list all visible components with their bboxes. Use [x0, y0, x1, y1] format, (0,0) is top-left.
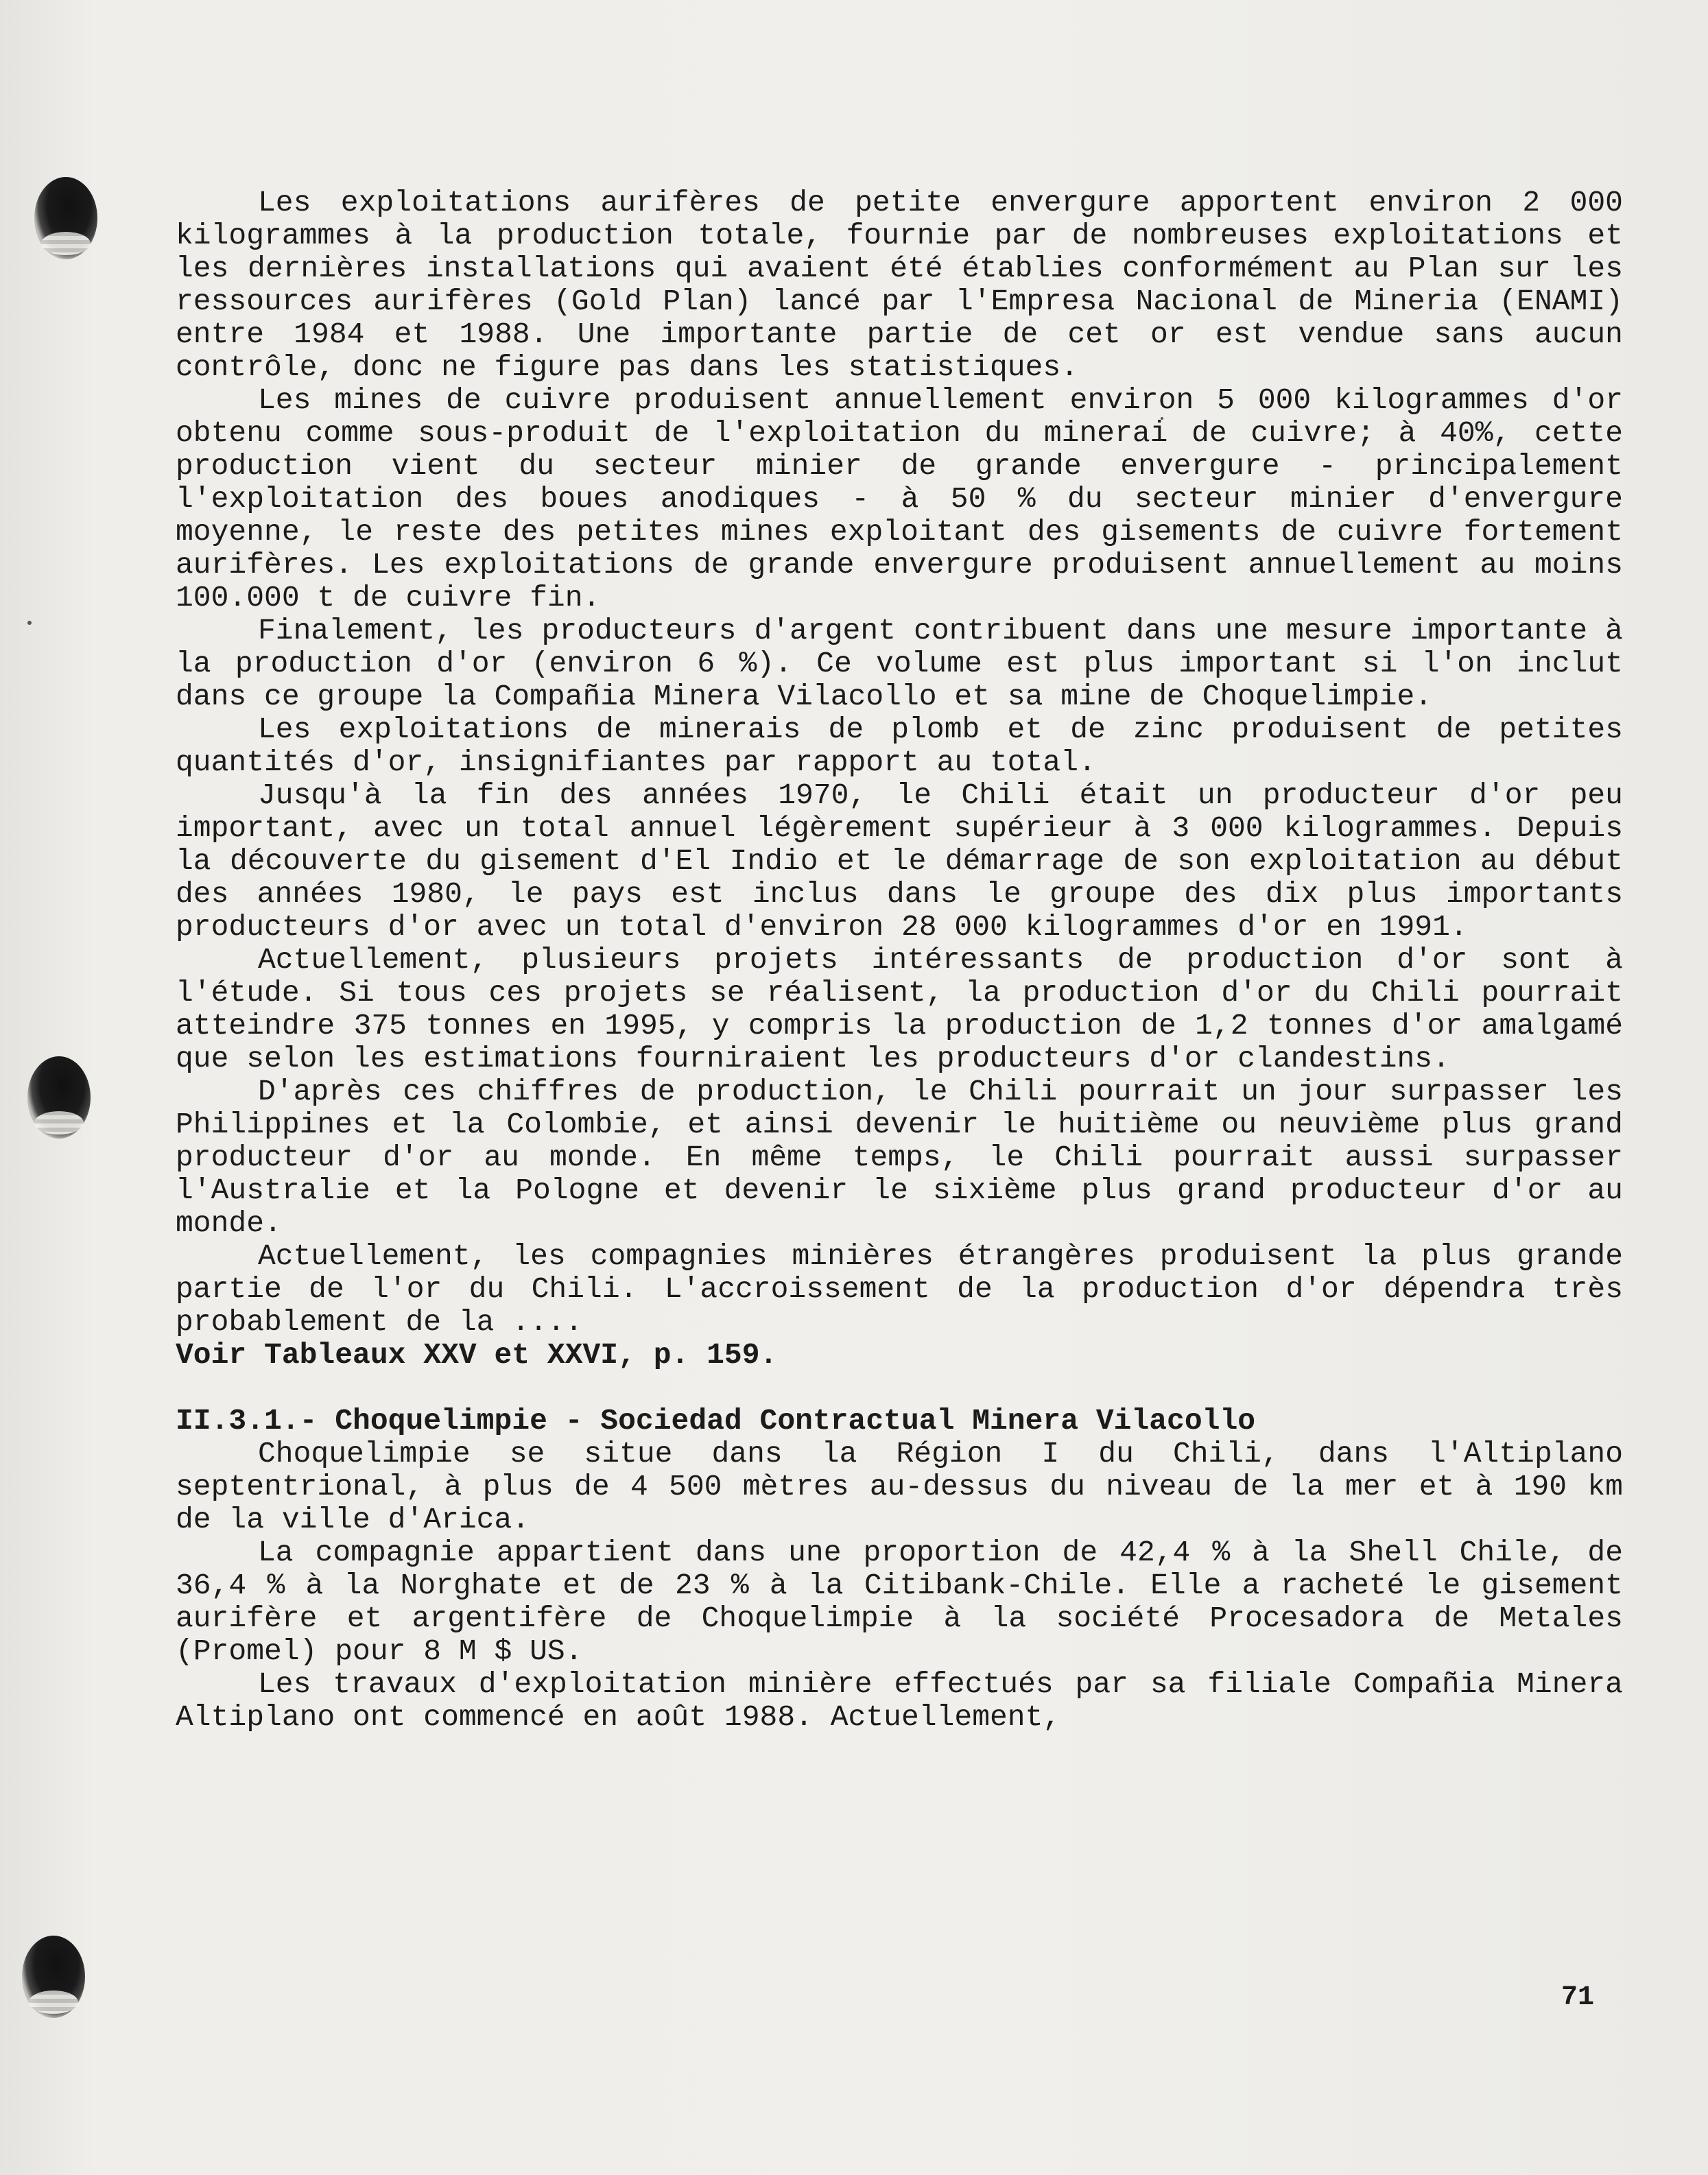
scan-speck — [27, 621, 32, 625]
paragraph: Actuellement, les compagnies minières étrangères produisent la plus grande partie de l'or du Chili. L'accroissement de la production d'or dépendra très probablement de la .... — [176, 1239, 1623, 1339]
paragraph: Actuellement, plusieurs projets intéressants de production d'or sont à l'étude. Si tous ces projets se réalisent, la production d'or du Chili pourrait atteindre 375 tonnes en 1995, y compris la production de 1,2 tonnes d'or amalgamé que selon les estimations fourniraient les producteurs d'or clandestins. — [176, 943, 1623, 1075]
paragraph: D'après ces chiffres de production, le Chili pourrait un jour surpasser les Philippines et la Colombie, et ainsi devenir le huitième ou neuvième plus grand producteur d'or au monde. En même temps, le Chili pourrait aussi surpasser l'Australie et la Pologne et devenir le sixième plus grand producteur d'or au monde. — [176, 1075, 1623, 1240]
paragraph: Les exploitations de minerais de plomb et de zinc produisent de petites quantités d'or, insignifiantes par rapport au total. — [176, 713, 1623, 779]
paragraph: Choquelimpie se situe dans la Région I du Chili, dans l'Altiplano septentrional, à plus de 4 500 mètres au-dessus du niveau de la mer et à 190 km de la ville d'Arica. — [176, 1437, 1623, 1536]
paragraph: Les exploitations aurifères de petite envergure apportent environ 2 000 kilogrammes à la production totale, fournie par de nombreuses exploitations et les dernières installations qui avaient été établies conformément au Plan sur les ressources aurifères (Gold Plan) lancé par l'Empresa Nacional de Mineria (ENAMI) entre 1984 et 1988. Une importante partie de cet or est vendue sans aucun contrôle, donc ne figure pas dans les statistiques. — [176, 186, 1623, 384]
section-heading: II.3.1.- Choquelimpie - Sociedad Contractual Minera Vilacollo — [176, 1404, 1256, 1438]
paragraph: La compagnie appartient dans une proportion de 42,4 % à la Shell Chile, de 36,4 % à la Norghate et de 23 % à la Citibank-Chile. Elle a racheté le gisement aurifère et argentifère de Choquelimpie à la société Procesadora de Metales (Promel) pour 8 M $ US. — [176, 1536, 1623, 1668]
paragraph: Les travaux d'exploitation minière effectués par sa filiale Compañia Minera Altiplano ont commencé en août 1988. Actuellement, — [176, 1667, 1623, 1734]
page-number: 71 — [1561, 1982, 1595, 2013]
binder-hole-bottom — [22, 1936, 85, 2018]
paragraph: Les mines de cuivre produisent annuellement environ 5 000 kilogrammes d'or obtenu comme sous-produit de l'exploitation du minerai de cuivre; à 40%, cette production vient du secteur minier de grande envergure - principalement l'exploitation des boues anodiques - à 50 % du secteur minier d'envergure moyenne, le reste des petites mines exploitant des gisements de cuivre fortement aurifères. Les exploitations de grande envergure produisent annuellement au moins 100.000 t de cuivre fin. — [176, 383, 1623, 615]
paragraph: Jusqu'à la fin des années 1970, le Chili était un producteur d'or peu important, avec un total annuel légèrement supérieur à 3 000 kilogrammes. Depuis la découverte du gisement d'El Indio et le démarrage de son exploitation au début des années 1980, le pays est inclus dans le groupe des dix plus importants producteurs d'or avec un total d'environ 28 000 kilogrammes d'or en 1991. — [176, 779, 1623, 944]
binder-hole-top — [34, 177, 97, 259]
paragraph: Finalement, les producteurs d'argent contribuent dans une mesure importante à la production d'or (environ 6 %). Ce volume est plus important si l'on inclut dans ce groupe la Compañia Minera Vilacollo et sa mine de Choquelimpie. — [176, 614, 1623, 713]
binder-hole-middle — [27, 1056, 91, 1139]
body-text — [176, 187, 1623, 1734]
table-reference: Voir Tableaux XXV et XXVI, p. 159. — [176, 1338, 778, 1372]
